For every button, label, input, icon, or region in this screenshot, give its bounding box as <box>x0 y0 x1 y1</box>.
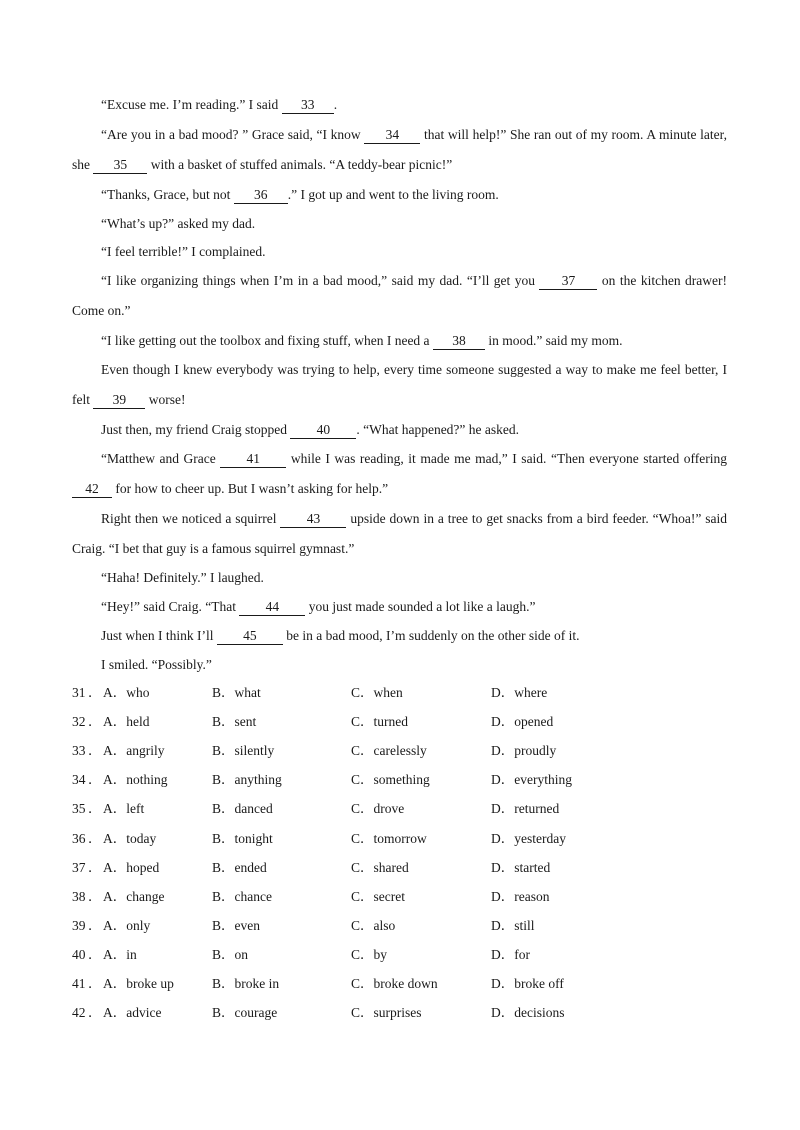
option-c[interactable]: C．something <box>351 772 430 788</box>
option-c[interactable]: C．when <box>351 685 403 700</box>
passage-paragraph: “I like organizing things when I’m in a bad mood,” said my dad. “I’ll get you 37 on the kitchen drawer! Come on.” <box>72 273 727 318</box>
passage-paragraph: Right then we noticed a squirrel 43 upside down in a tree to get snacks from a bird feeder. “Whoa!” said Craig. “I bet that guy is a famous squirrel gymnast.” <box>72 511 727 556</box>
option-d[interactable]: D．started <box>491 859 551 875</box>
passage-paragraph: “Are you in a bad mood? ” Grace said, “I know 34 that will help!” She ran out of my room. A minute later, she 35 with a basket of stuffed animals. “A teddy-bear picnic!” <box>72 127 727 172</box>
option-a[interactable]: A．broke up <box>103 976 174 991</box>
question-35-options <box>72 799 732 819</box>
passage-paragraph: “I feel terrible!” I complained. <box>101 244 266 259</box>
option-d[interactable]: D．still <box>491 917 535 933</box>
question-number-separator: ． <box>88 830 102 846</box>
passage-paragraph: I smiled. “Possibly.” <box>101 657 212 672</box>
question-38-options <box>72 887 732 907</box>
option-a[interactable]: A．in <box>103 946 137 962</box>
option-b[interactable]: B．even <box>212 917 260 933</box>
question-number: 40 <box>72 946 86 962</box>
answer-blank: 41 <box>220 451 286 468</box>
question-number: 36 <box>72 830 86 846</box>
option-d[interactable]: D．proudly <box>491 743 557 759</box>
question-number-separator: ． <box>88 685 102 700</box>
option-c[interactable]: C．tomorrow <box>351 830 427 846</box>
option-b[interactable]: B．chance <box>212 888 272 904</box>
answer-blank: 35 <box>93 157 147 174</box>
question-number: 34 <box>72 772 86 788</box>
answer-blank: 40 <box>290 422 356 439</box>
option-c[interactable]: C．drove <box>351 801 405 817</box>
question-number-separator: ． <box>88 801 102 817</box>
question-36-options <box>72 829 732 849</box>
answer-blank: 42 <box>72 481 112 498</box>
option-d[interactable]: D．reason <box>491 888 550 904</box>
question-number: 35 <box>72 801 86 817</box>
option-d[interactable]: D．decisions <box>491 1005 565 1021</box>
question-number: 41 <box>72 976 86 991</box>
option-d[interactable]: D．broke off <box>491 976 564 991</box>
option-c[interactable]: C．shared <box>351 859 409 875</box>
passage-paragraph: “Hey!” said Craig. “That 44 you just made sounded a lot like a laugh.” <box>101 599 536 614</box>
option-b[interactable]: B．silently <box>212 743 275 759</box>
question-number: 33 <box>72 743 86 759</box>
option-a[interactable]: A．hoped <box>103 859 160 875</box>
option-b[interactable]: B．ended <box>212 859 267 875</box>
question-number-separator: ． <box>88 888 102 904</box>
question-39-options <box>72 916 732 936</box>
option-a[interactable]: A．left <box>103 801 145 817</box>
option-c[interactable]: C．surprises <box>351 1005 422 1021</box>
passage-paragraph: Even though I knew everybody was trying to help, every time someone suggested a way to make me feel better, I felt 39 worse! <box>72 362 727 407</box>
answer-blank: 33 <box>282 97 334 114</box>
question-number: 31 <box>72 685 86 700</box>
passage-paragraph: Just then, my friend Craig stopped 40 . “What happened?” he asked. <box>101 422 520 437</box>
question-41-options <box>72 974 732 994</box>
question-number-separator: ． <box>88 714 102 730</box>
option-d[interactable]: D．returned <box>491 801 560 817</box>
option-b[interactable]: B．anything <box>212 772 282 788</box>
passage-paragraph: Just when I think I’ll 45 be in a bad mood, I’m suddenly on the other side of it. <box>101 628 580 643</box>
option-a[interactable]: A．advice <box>103 1005 162 1021</box>
option-c[interactable]: C．also <box>351 917 396 933</box>
option-c[interactable]: C．turned <box>351 714 408 730</box>
answer-blank: 44 <box>239 599 305 616</box>
question-number: 42 <box>72 1005 86 1021</box>
option-a[interactable]: A．nothing <box>103 772 168 788</box>
passage-paragraph: “Haha! Definitely.” I laughed. <box>101 570 264 585</box>
passage-paragraph: “Matthew and Grace 41 while I was reading, it made me mad,” I said. “Then everyone started offering 42 for how to cheer up. But I wasn’t asking for help.” <box>72 444 727 504</box>
option-d[interactable]: D．everything <box>491 772 572 788</box>
option-a[interactable]: A．today <box>103 830 157 846</box>
option-d[interactable]: D．where <box>491 685 548 700</box>
answer-blank: 43 <box>280 511 346 528</box>
question-number-separator: ． <box>88 976 102 991</box>
option-d[interactable]: D．yesterday <box>491 830 566 846</box>
question-number: 39 <box>72 917 86 933</box>
question-number-separator: ． <box>88 772 102 788</box>
answer-blank: 38 <box>433 333 485 350</box>
option-a[interactable]: A．only <box>103 917 151 933</box>
question-37-options <box>72 858 732 878</box>
answer-blank: 34 <box>364 127 420 144</box>
question-40-options <box>72 945 732 965</box>
option-b[interactable]: B．tonight <box>212 830 273 846</box>
option-a[interactable]: A．change <box>103 888 165 904</box>
option-b[interactable]: B．danced <box>212 801 273 817</box>
answer-blank: 36 <box>234 187 288 204</box>
option-d[interactable]: D．opened <box>491 714 554 730</box>
passage-paragraph: “Thanks, Grace, but not 36 .” I got up and went to the living room. <box>101 187 499 202</box>
question-31-options <box>72 683 732 703</box>
option-b[interactable]: B．what <box>212 685 261 700</box>
answer-blank: 37 <box>539 273 597 290</box>
option-b[interactable]: B．sent <box>212 714 257 730</box>
passage-paragraph: “Excuse me. I’m reading.” I said 33 . <box>101 97 338 112</box>
question-33-options <box>72 741 732 761</box>
question-number: 37 <box>72 859 86 875</box>
option-a[interactable]: A．held <box>103 714 150 730</box>
question-32-options <box>72 712 732 732</box>
option-b[interactable]: B．courage <box>212 1005 278 1021</box>
option-c[interactable]: C．carelessly <box>351 743 427 759</box>
passage-paragraph: “What’s up?” asked my dad. <box>101 216 256 231</box>
answer-blank: 45 <box>217 628 283 645</box>
option-c[interactable]: C．by <box>351 946 388 962</box>
question-number: 38 <box>72 888 86 904</box>
question-number-separator: ． <box>88 1005 102 1021</box>
question-number-separator: ． <box>88 917 102 933</box>
option-b[interactable]: B．broke in <box>212 976 280 991</box>
question-number: 32 <box>72 714 86 730</box>
answer-blank: 39 <box>93 392 145 409</box>
question-number-separator: ． <box>88 946 102 962</box>
option-c[interactable]: C．secret <box>351 888 405 904</box>
option-d[interactable]: D．for <box>491 946 530 962</box>
option-c[interactable]: C．broke down <box>351 976 438 991</box>
option-a[interactable]: A．who <box>103 685 150 700</box>
question-number-separator: ． <box>88 743 102 759</box>
question-42-options <box>72 1003 732 1023</box>
passage-paragraph: “I like getting out the toolbox and fixing stuff, when I need a 38 in mood.” said my mom. <box>101 333 623 348</box>
option-a[interactable]: A．angrily <box>103 743 165 759</box>
question-number-separator: ． <box>88 859 102 875</box>
question-34-options <box>72 770 732 790</box>
option-b[interactable]: B．on <box>212 946 249 962</box>
